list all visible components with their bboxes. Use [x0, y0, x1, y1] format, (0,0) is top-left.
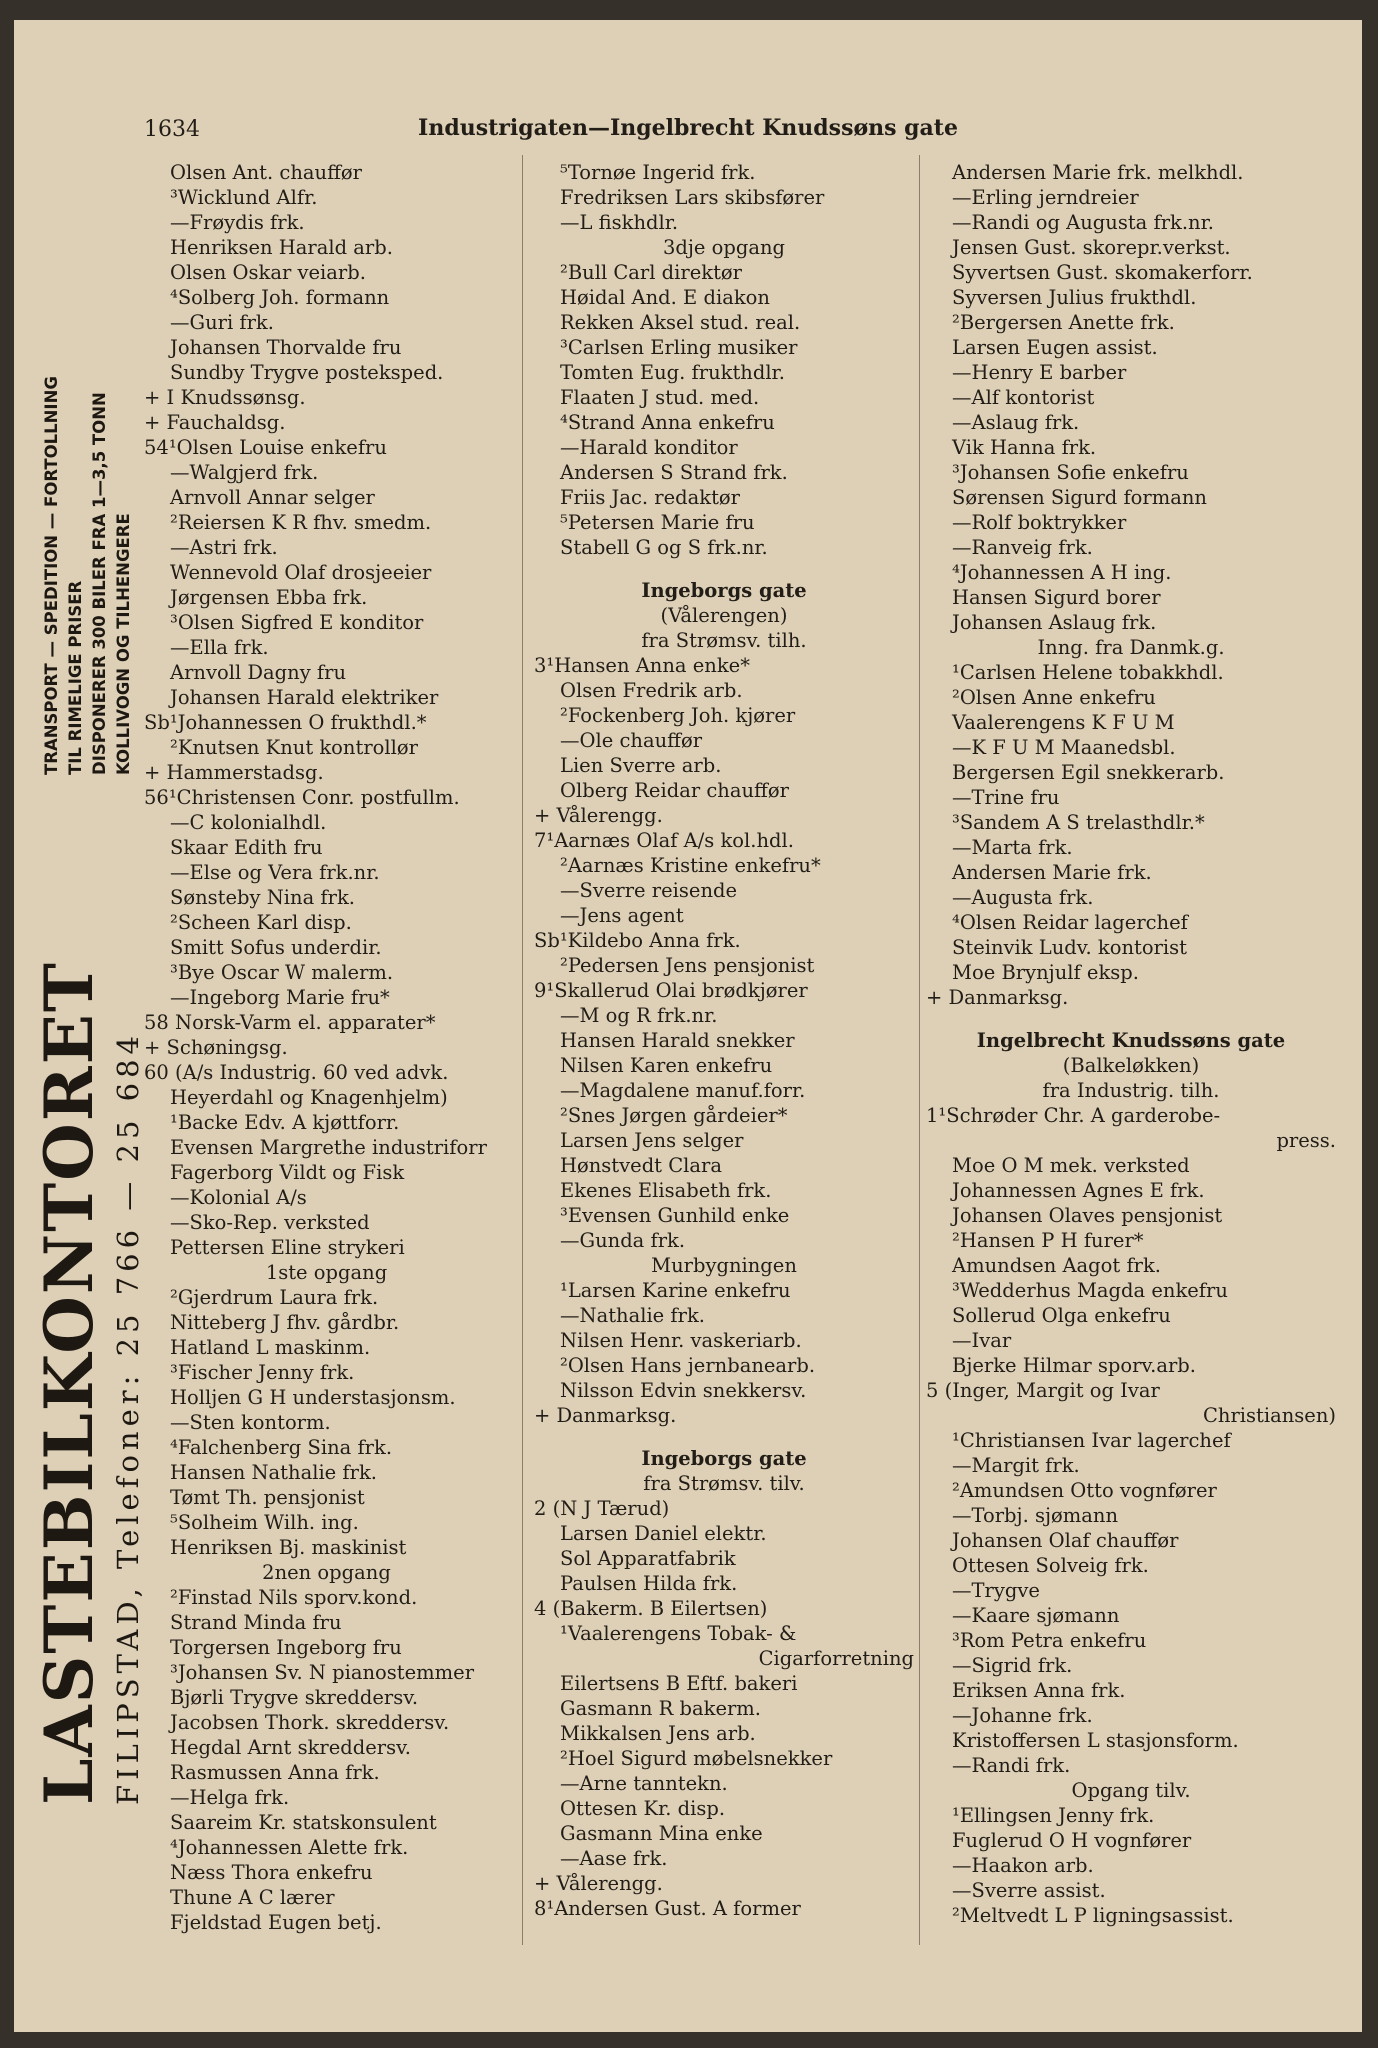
- directory-entry: —Gunda frk.: [560, 1229, 686, 1252]
- directory-entry: —Augusta frk.: [952, 886, 1094, 909]
- directory-entry: ²Pedersen Jens pensjonist: [560, 954, 815, 977]
- directory-entry: Sønsteby Nina frk.: [170, 886, 355, 909]
- directory-entry: Larsen Daniel elektr.: [560, 1522, 767, 1545]
- directory-entry: ²Amundsen Otto vognfører: [952, 1479, 1217, 1502]
- directory-entry: —Rolf boktrykker: [952, 511, 1127, 534]
- directory-entry: + Hammerstadsg.: [144, 761, 324, 784]
- directory-entry: Olsen Oskar veiarb.: [170, 261, 366, 284]
- directory-entry: —Alf kontorist: [952, 386, 1095, 409]
- directory-entry: Skaar Edith fru: [170, 836, 323, 859]
- directory-entry: —Sverre assist.: [952, 1879, 1106, 1902]
- section-label: fra Industrig. tilh.: [1042, 1079, 1220, 1102]
- directory-entry: —Walgjerd frk.: [170, 461, 319, 484]
- directory-entry: Kristoffersen L stasjonsform.: [952, 1729, 1239, 1752]
- directory-entry: Lien Sverre arb.: [560, 754, 722, 777]
- directory-entry: Nilsen Henr. vaskeriarb.: [560, 1329, 802, 1352]
- directory-entry: 5 (Inger, Margit og Ivar: [926, 1379, 1160, 1402]
- directory-column-3: [926, 160, 1336, 1928]
- directory-entry: ¹Vaalerengens Tobak- &: [560, 1622, 797, 1645]
- directory-entry: + Vålerengg.: [534, 1872, 663, 1895]
- directory-entry: —Else og Vera frk.nr.: [170, 861, 380, 884]
- directory-entry: Johannessen Agnes E frk.: [952, 1179, 1205, 1202]
- directory-entry: 9¹Skallerud Olai brødkjører: [534, 979, 808, 1002]
- directory-entry: Friis Jac. redaktør: [560, 486, 740, 509]
- directory-entry: + Fauchaldsg.: [144, 411, 286, 434]
- directory-entry: Arnvoll Annar selger: [170, 486, 375, 509]
- directory-entry: Tomten Eug. frukthdlr.: [560, 361, 785, 384]
- directory-entry: Tømt Th. pensjonist: [170, 1486, 365, 1509]
- directory-entry: 58 Norsk-Varm el. apparater*: [144, 1011, 436, 1034]
- directory-entry: Wennevold Olaf drosjeeier: [170, 561, 432, 584]
- directory-entry: Olberg Reidar chauffør: [560, 779, 789, 802]
- directory-entry: ⁵Solheim Wilh. ing.: [170, 1511, 359, 1534]
- directory-entry: ³Rom Petra enkefru: [952, 1629, 1147, 1652]
- directory-entry: Steinvik Ludv. kontorist: [952, 936, 1187, 959]
- directory-entry: ³Wicklund Alfr.: [170, 186, 318, 209]
- directory-entry: + Vålerengg.: [534, 804, 663, 827]
- directory-entry: Rekken Aksel stud. real.: [560, 311, 801, 334]
- directory-entry: Jacobsen Thork. skreddersv.: [170, 1711, 450, 1734]
- column-divider: [522, 155, 523, 1945]
- directory-entry: Nilsen Karen enkefru: [560, 1054, 773, 1077]
- directory-entry: ²Hansen P H furer*: [952, 1229, 1144, 1252]
- directory-entry: ⁵Tornøe Ingerid frk.: [560, 161, 756, 184]
- section-label: 2nen opgang: [262, 1561, 391, 1584]
- directory-entry: Ekenes Elisabeth frk.: [560, 1179, 772, 1202]
- street-heading: Ingeborgs gate: [641, 1447, 807, 1470]
- directory-entry: Hatland L maskinm.: [170, 1336, 371, 1359]
- entry-continuation: press.: [1276, 1129, 1336, 1152]
- directory-entry: Johansen Aslaug frk.: [952, 611, 1157, 634]
- spacer: [926, 1010, 1336, 1028]
- directory-entry: + I Knudssønsg.: [144, 386, 306, 409]
- directory-entry: ²Reiersen K R fhv. smedm.: [170, 511, 432, 534]
- directory-entry: Olsen Ant. chauffør: [170, 161, 362, 184]
- directory-entry: —Helga frk.: [170, 1786, 290, 1809]
- directory-entry: Bergersen Egil snekkerarb.: [952, 761, 1225, 784]
- directory-entry: Moe Brynjulf eksp.: [952, 961, 1139, 984]
- directory-entry: —Harald konditor: [560, 436, 738, 459]
- directory-column-2: [534, 160, 914, 1921]
- directory-entry: + Schøningsg.: [144, 1036, 288, 1059]
- directory-entry: Sørensen Sigurd formann: [952, 486, 1207, 509]
- sidebar-line-1: TRANSPORT — SPEDITION — FORTOLLNING: [42, 376, 61, 775]
- directory-entry: —M og R frk.nr.: [560, 1004, 718, 1027]
- directory-entry: Rasmussen Anna frk.: [170, 1761, 380, 1784]
- directory-entry: ³Wedderhus Magda enkefru: [952, 1279, 1228, 1302]
- directory-entry: —Torbj. sjømann: [952, 1504, 1119, 1527]
- directory-entry: Sollerud Olga enkefru: [952, 1304, 1171, 1327]
- entry-continuation: Christiansen): [1202, 1404, 1336, 1427]
- directory-entry: Gasmann Mina enke: [560, 1822, 763, 1845]
- directory-entry: Andersen Marie frk. melkhdl.: [952, 161, 1244, 184]
- directory-entry: —Randi frk.: [952, 1754, 1071, 1777]
- directory-entry: Fredriksen Lars skibsfører: [560, 186, 825, 209]
- directory-entry: ³Johansen Sv. N pianostemmer: [170, 1661, 475, 1684]
- directory-entry: ²Olsen Hans jernbanearb.: [560, 1354, 816, 1377]
- directory-entry: —Ole chauffør: [560, 729, 703, 752]
- directory-entry: —Haakon arb.: [952, 1854, 1094, 1877]
- directory-entry: Smitt Sofus underdir.: [170, 936, 382, 959]
- sidebar-company-name: LASTEBILKONTORET: [30, 960, 108, 1805]
- directory-entry: Fjeldstad Eugen betj.: [170, 1911, 382, 1934]
- spacer: [534, 1428, 914, 1446]
- directory-entry: —Ella frk.: [170, 636, 269, 659]
- directory-entry: ³Carlsen Erling musiker: [560, 336, 798, 359]
- directory-entry: Fuglerud O H vognfører: [952, 1829, 1192, 1852]
- directory-entry: —Ivar: [952, 1329, 1012, 1352]
- directory-entry: Sundby Trygve posteksped.: [170, 361, 444, 384]
- directory-entry: Sol Apparatfabrik: [560, 1547, 736, 1570]
- directory-entry: Sb¹Kildebo Anna frk.: [534, 929, 741, 952]
- directory-entry: Hansen Harald snekker: [560, 1029, 795, 1052]
- directory-entry: Bjørli Trygve skreddersv.: [170, 1686, 419, 1709]
- directory-entry: ³Olsen Sigfred E konditor: [170, 611, 424, 634]
- entry-continuation: Cigarforretning: [758, 1647, 914, 1670]
- directory-entry: —K F U M Maanedsbl.: [952, 736, 1176, 759]
- directory-entry: 7¹Aarnæs Olaf A/s kol.hdl.: [534, 829, 794, 852]
- directory-entry: 56¹Christensen Conr. postfullm.: [144, 786, 460, 809]
- spacer: [534, 560, 914, 578]
- directory-entry: Vaalerengens K F U M: [952, 711, 1175, 734]
- section-label: Inng. fra Danmk.g.: [1037, 636, 1225, 659]
- directory-entry: Johansen Harald elektriker: [170, 686, 439, 709]
- directory-entry: Stabell G og S frk.nr.: [560, 536, 768, 559]
- directory-entry: Evensen Margrethe industriforr: [170, 1136, 487, 1159]
- directory-entry: Eilertsens B Eftf. bakeri: [560, 1672, 798, 1695]
- directory-entry: —L fiskhdlr.: [560, 211, 679, 234]
- directory-entry: ²Gjerdrum Laura frk.: [170, 1286, 379, 1309]
- directory-entry: Eriksen Anna frk.: [952, 1679, 1126, 1702]
- directory-entry: 3¹Hansen Anna enke*: [534, 654, 750, 677]
- directory-entry: 4 (Bakerm. B Eilertsen): [534, 1597, 768, 1620]
- directory-entry: Ottesen Solveig frk.: [952, 1554, 1149, 1577]
- directory-entry: ²Fockenberg Joh. kjører: [560, 704, 796, 727]
- section-label: (Vålerengen): [660, 604, 788, 627]
- directory-entry: Thune A C lærer: [170, 1886, 335, 1909]
- directory-entry: Johansen Olaves pensjonist: [952, 1204, 1223, 1227]
- directory-entry: Jensen Gust. skorepr.verkst.: [952, 236, 1231, 259]
- directory-entry: —Astri frk.: [170, 536, 278, 559]
- directory-entry: Jørgensen Ebba frk.: [170, 586, 368, 609]
- directory-entry: Nitteberg J fhv. gårdbr.: [170, 1311, 400, 1334]
- directory-entry: ²Knutsen Knut kontrollør: [170, 736, 418, 759]
- directory-entry: Arnvoll Dagny fru: [170, 661, 347, 684]
- directory-entry: Olsen Fredrik arb.: [560, 679, 743, 702]
- section-label: 1ste opgang: [265, 1261, 388, 1284]
- directory-entry: Johansen Olaf chauffør: [952, 1529, 1179, 1552]
- directory-entry: —Ranveig frk.: [952, 536, 1093, 559]
- directory-entry: Hegdal Arnt skreddersv.: [170, 1736, 411, 1759]
- directory-entry: ³Johansen Sofie enkefru: [952, 461, 1189, 484]
- directory-entry: Hønstvedt Clara: [560, 1154, 722, 1177]
- directory-entry: —Jens agent: [560, 904, 684, 927]
- directory-entry: —Magdalene manuf.forr.: [560, 1079, 806, 1102]
- directory-entry: ¹Ellingsen Jenny frk.: [952, 1804, 1155, 1827]
- directory-entry: ⁴Johannessen A H ing.: [952, 561, 1172, 584]
- directory-entry: Paulsen Hilda frk.: [560, 1572, 738, 1595]
- directory-entry: ³Fischer Jenny frk.: [170, 1361, 355, 1384]
- directory-entry: —Arne tanntekn.: [560, 1772, 728, 1795]
- directory-entry: Andersen S Strand frk.: [560, 461, 788, 484]
- directory-entry: Larsen Jens selger: [560, 1129, 744, 1152]
- directory-entry: —Frøydis frk.: [170, 211, 305, 234]
- section-label: 3dje opgang: [662, 236, 786, 259]
- directory-entry: ²Bergersen Anette frk.: [952, 311, 1175, 334]
- directory-entry: —Randi og Augusta frk.nr.: [952, 211, 1214, 234]
- directory-entry: 2 (N J Tærud): [534, 1497, 670, 1520]
- directory-entry: Torgersen Ingeborg fru: [170, 1636, 402, 1659]
- directory-entry: Saareim Kr. statskonsulent: [170, 1811, 437, 1834]
- directory-entry: Sb¹Johannessen O frukthdl.*: [144, 711, 427, 734]
- directory-entry: —Aslaug frk.: [952, 411, 1080, 434]
- directory-entry: Hansen Sigurd borer: [952, 586, 1161, 609]
- directory-entry: Mikkalsen Jens arb.: [560, 1722, 756, 1745]
- directory-entry: Henriksen Harald arb.: [170, 236, 393, 259]
- directory-entry: ²Bull Carl direktør: [560, 261, 742, 284]
- directory-entry: —Sigrid frk.: [952, 1654, 1073, 1677]
- directory-entry: Henriksen Bj. maskinist: [170, 1536, 407, 1559]
- directory-entry: Vik Hanna frk.: [952, 436, 1097, 459]
- directory-entry: —Sko-Rep. verksted: [170, 1211, 370, 1234]
- directory-entry: ²Snes Jørgen gårdeier*: [560, 1104, 788, 1127]
- directory-entry: —Margit frk.: [952, 1454, 1080, 1477]
- section-label: (Balkeløkken): [1062, 1054, 1200, 1077]
- directory-entry: Syversen Julius frukthdl.: [952, 286, 1197, 309]
- directory-entry: ¹Christiansen Ivar lagerchef: [952, 1429, 1231, 1452]
- directory-entry: Larsen Eugen assist.: [952, 336, 1158, 359]
- running-head: Industrigaten—Ingelbrecht Knudssøns gate: [418, 115, 958, 141]
- directory-entry: ⁴Johannessen Alette frk.: [170, 1836, 409, 1859]
- directory-entry: —C kolonialhdl.: [170, 811, 327, 834]
- section-label: Murbygningen: [651, 1254, 797, 1277]
- directory-entry: —Sten kontorm.: [170, 1411, 331, 1434]
- directory-entry: —Sverre reisende: [560, 879, 738, 902]
- directory-entry: ²Aarnæs Kristine enkefru*: [560, 854, 821, 877]
- directory-entry: ¹Larsen Karine enkefru: [560, 1279, 791, 1302]
- directory-entry: Nilsson Edvin snekkersv.: [560, 1379, 807, 1402]
- directory-entry: 60 (A/s Industrig. 60 ved advk.: [144, 1061, 449, 1084]
- directory-entry: —Henry E barber: [952, 361, 1127, 384]
- street-heading: Ingeborgs gate: [641, 579, 807, 602]
- directory-column-1: [144, 160, 509, 1935]
- directory-entry: —Trygve: [952, 1579, 1040, 1602]
- directory-entry: Fagerborg Vildt og Fisk: [170, 1161, 405, 1184]
- directory-entry: Heyerdahl og Knagenhjelm): [170, 1086, 448, 1109]
- directory-entry: ⁵Petersen Marie fru: [560, 511, 755, 534]
- directory-entry: ³Sandem A S trelasthdlr.*: [952, 811, 1205, 834]
- directory-entry: ²Hoel Sigurd møbelsnekker: [560, 1747, 833, 1770]
- section-label: Opgang tilv.: [1071, 1779, 1191, 1802]
- directory-entry: ⁴Solberg Joh. formann: [170, 286, 390, 309]
- directory-entry: —Kolonial A/s: [170, 1186, 307, 1209]
- directory-entry: 54¹Olsen Louise enkefru: [144, 436, 387, 459]
- page-number: 1634: [144, 117, 200, 142]
- sidebar-contact: FILIPSTAD, Telefoner: 25 766 — 25 684: [111, 1031, 145, 1805]
- directory-entry: Næss Thora enkefru: [170, 1861, 373, 1884]
- directory-entry: —Guri frk.: [170, 311, 274, 334]
- directory-entry: + Danmarksg.: [534, 1404, 677, 1427]
- directory-entry: —Nathalie frk.: [560, 1304, 705, 1327]
- directory-entry: —Aase frk.: [560, 1847, 668, 1870]
- directory-entry: Gasmann R bakerm.: [560, 1697, 761, 1720]
- directory-entry: ²Olsen Anne enkefru: [952, 686, 1156, 709]
- directory-entry: —Trine fru: [952, 786, 1060, 809]
- directory-entry: ⁴Strand Anna enkefru: [560, 411, 775, 434]
- directory-entry: Strand Minda fru: [170, 1611, 342, 1634]
- directory-entry: 1¹Schrøder Chr. A garderobe-: [926, 1104, 1221, 1127]
- directory-entry: Andersen Marie frk.: [952, 861, 1152, 884]
- street-heading: Ingelbrecht Knudssøns gate: [976, 1029, 1286, 1052]
- directory-entry: —Ingeborg Marie fru*: [170, 986, 390, 1009]
- directory-entry: Syvertsen Gust. skomakerforr.: [952, 261, 1253, 284]
- directory-entry: Hansen Nathalie frk.: [170, 1461, 377, 1484]
- directory-entry: —Kaare sjømann: [952, 1604, 1120, 1627]
- directory-entry: —Marta frk.: [952, 836, 1073, 859]
- directory-entry: Johansen Thorvalde fru: [170, 336, 402, 359]
- directory-page: [14, 20, 1362, 2032]
- directory-entry: ¹Carlsen Helene tobakkhdl.: [952, 661, 1224, 684]
- directory-entry: Høidal And. E diakon: [560, 286, 770, 309]
- directory-entry: ²Finstad Nils sporv.kond.: [170, 1586, 418, 1609]
- section-label: fra Strømsv. tilv.: [643, 1472, 805, 1495]
- directory-entry: Flaaten J stud. med.: [560, 386, 760, 409]
- column-divider: [919, 155, 920, 1945]
- directory-entry: ⁴Olsen Reidar lagerchef: [952, 911, 1188, 934]
- directory-entry: Moe O M mek. verksted: [952, 1154, 1190, 1177]
- section-label: fra Strømsv. tilh.: [641, 629, 807, 652]
- directory-entry: 8¹Andersen Gust. A former: [534, 1897, 801, 1920]
- directory-entry: ²Scheen Karl disp.: [170, 911, 352, 934]
- sidebar-line-2: TIL RIMELIGE PRISER: [66, 580, 85, 775]
- directory-entry: Bjerke Hilmar sporv.arb.: [952, 1354, 1196, 1377]
- directory-entry: —Erling jerndreier: [952, 186, 1139, 209]
- sidebar-line-3: DISPONERER 300 BILER FRA 1—3,5 TONN: [90, 392, 109, 775]
- directory-entry: Holljen G H understasjonsm.: [170, 1386, 456, 1409]
- directory-entry: Ottesen Kr. disp.: [560, 1797, 726, 1820]
- directory-entry: Amundsen Aagot frk.: [952, 1254, 1161, 1277]
- directory-entry: —Johanne frk.: [952, 1704, 1093, 1727]
- directory-entry: + Danmarksg.: [926, 986, 1069, 1009]
- directory-entry: ³Evensen Gunhild enke: [560, 1204, 790, 1227]
- directory-entry: ³Bye Oscar W malerm.: [170, 961, 394, 984]
- sidebar-line-4: KOLLIVOGN OG TILHENGERE: [114, 513, 133, 775]
- directory-entry: ¹Backe Edv. A kjøttforr.: [170, 1111, 400, 1134]
- directory-entry: ⁴Falchenberg Sina frk.: [170, 1436, 393, 1459]
- directory-entry: ²Meltvedt L P ligningsassist.: [952, 1904, 1234, 1927]
- directory-entry: Pettersen Eline strykeri: [170, 1236, 405, 1259]
